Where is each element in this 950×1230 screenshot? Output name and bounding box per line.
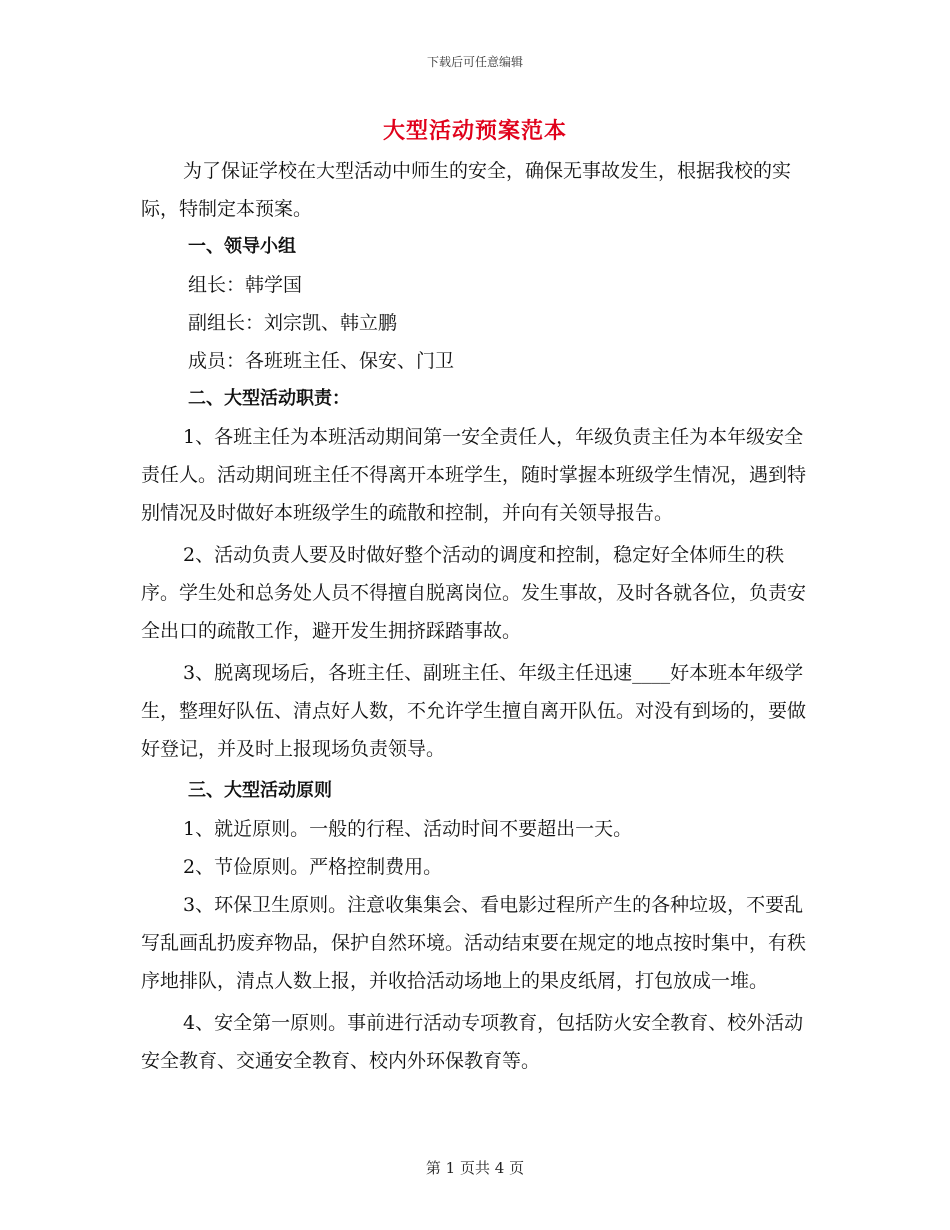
duty-item-3: 3、脱离现场后，各班主任、副班主任、年级主任迅速____好本班本年级学生，整理好队伍、清点好人数，不允许学生擅自离开队伍。对没有到场的，要做好登记，并及时上报现场负责领导。 [141,662,807,760]
section-heading-duties: 二、大型活动职责： [188,388,350,409]
members-line: 成员：各班班主任、保安、门卫 [188,350,455,372]
page-footer: 第 1 页共 4 页 [425,1159,525,1177]
duty-item-1: 1、各班主任为本班活动期间第一安全责任人，年级负责主任为本年级安全责任人。活动期间班主任不得离开本班学生，随时掌握本班级学生情况，遇到特别情况及时做好本班级学生的疏散和控制，并向有关领导报告。 [141,426,807,524]
principle-item-4: 4、安全第一原则。事前进行活动专项教育，包括防火安全教育、校外活动安全教育、交通安全教育、校内外环保教育等。 [141,1012,804,1072]
section-heading-leadership: 一、领导小组 [188,236,296,257]
principle-item-1: 1、就近原则。一般的行程、活动时间不要超出一天。 [183,818,633,840]
page-header-note: 下载后可任意编辑 [426,55,523,69]
deputy-line: 副组长：刘宗凯、韩立鹏 [188,312,398,334]
principle-item-2: 2、节俭原则。严格控制费用。 [183,856,443,878]
document-title: 大型活动预案范本 [382,119,567,144]
document-body [141,152,821,1080]
principle-item-3: 3、环保卫生原则。注意收集集会、看电影过程所产生的各种垃圾，不要乱写乱画乱扔废弃物品，保护自然环境。活动结束要在规定的地点按时集中，有秩序地排队，清点人数上报，并收拾活动场地上的果皮纸屑，打包放成一堆。 [141,894,807,992]
leader-line: 组长：韩学国 [188,274,303,296]
duty-item-2: 2、活动负责人要及时做好整个活动的调度和控制，稳定好全体师生的秩序。学生处和总务处人员不得擅自脱离岗位。发生事故，及时各就各位，负责安全出口的疏散工作，避开发生拥挤踩踏事故。 [141,544,807,642]
intro-paragraph: 为了保证学校在大型活动中师生的安全，确保无事故发生，根据我校的实际，特制定本预案。 [141,160,792,220]
section-heading-principles: 三、大型活动原则 [188,780,332,801]
